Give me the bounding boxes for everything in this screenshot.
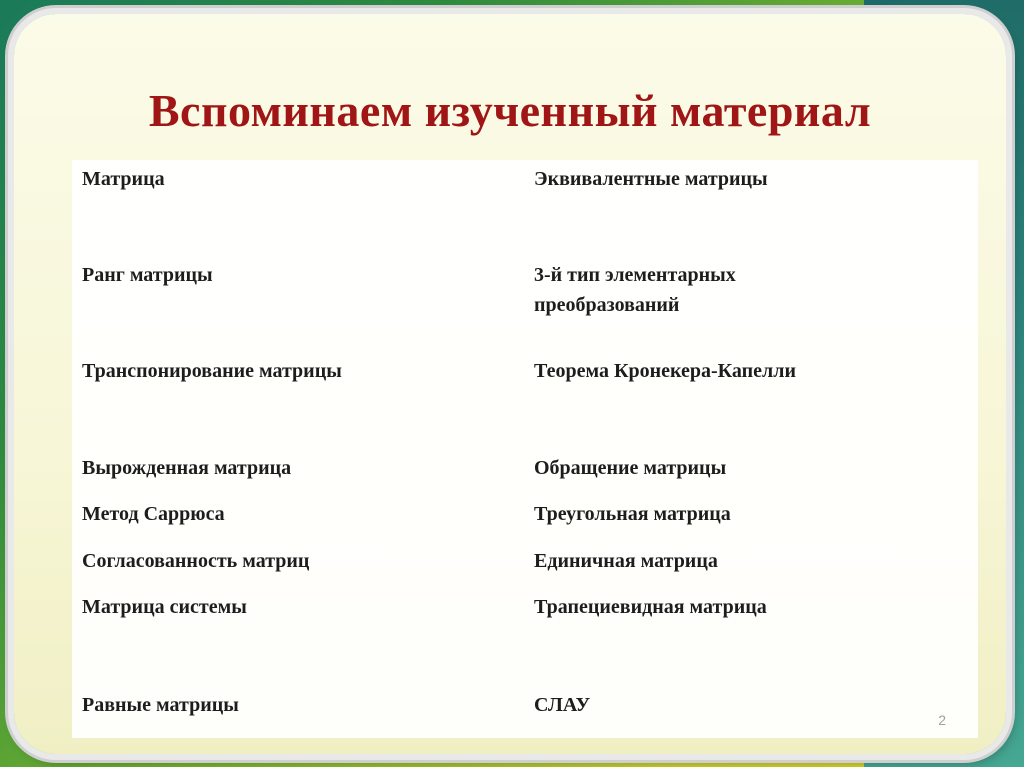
term-left-1: Матрица	[82, 168, 165, 190]
term-left-2: Ранг матрицы	[82, 264, 213, 286]
slide-title: Вспоминаем изученный материал	[148, 85, 872, 136]
term-left-5: Метод Саррюса	[82, 503, 225, 525]
term-right-4: Обращение матрицы	[534, 457, 727, 479]
term-left-7: Матрица системы	[82, 596, 247, 618]
term-left-4: Вырожденная матрица	[82, 457, 292, 479]
page-number: 2	[938, 712, 946, 728]
term-right-8: СЛАУ	[534, 694, 591, 716]
slide-frame	[14, 14, 1006, 754]
term-right-6: Единичная матрица	[534, 550, 718, 572]
term-right-5: Треугольная матрица	[534, 503, 731, 525]
term-right-3: Теорема Кронекера-Капелли	[534, 360, 796, 382]
terms-panel	[72, 160, 978, 738]
term-left-8: Равные матрицы	[82, 694, 239, 716]
term-right-2: 3-й тип элементарных преобразований	[534, 264, 736, 316]
term-left-6: Согласованность матриц	[82, 550, 310, 572]
term-left-3: Транспонирование матрицы	[82, 360, 342, 382]
term-right-1: Эквивалентные матрицы	[534, 168, 768, 190]
term-right-7: Трапециевидная матрица	[534, 596, 767, 618]
